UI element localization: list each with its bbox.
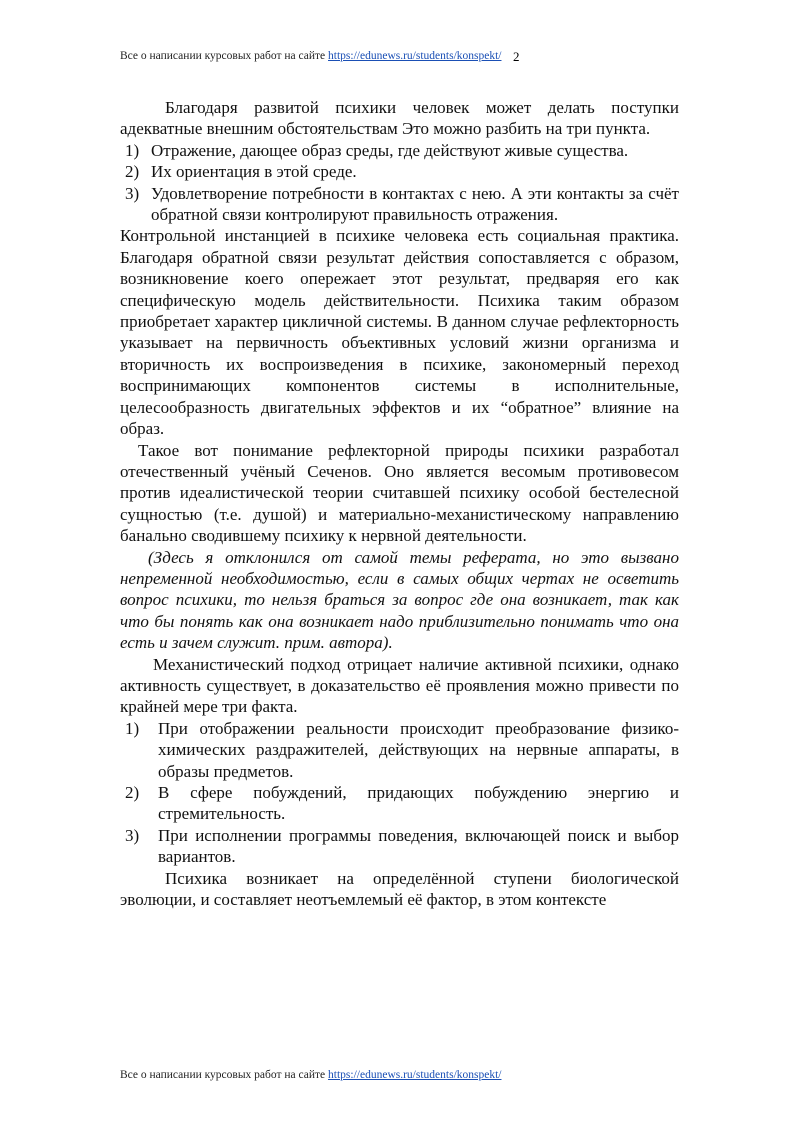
list-number: 2) [125, 783, 140, 802]
footer-text: Все о написании курсовых работ на сайте [120, 1069, 329, 1081]
list-item [120, 140, 679, 161]
list-item-text: Отражение, дающее образ среды, где действуют живые существа. [151, 140, 629, 160]
list-number: 1) [125, 718, 140, 738]
list-item-text: В сфере побуждений, придающих побуждению энергию и стремительность. [158, 783, 679, 824]
list-item-text: При исполнении программы поведения, включающей поиск и выбор вариантов. [158, 825, 679, 867]
list-item [120, 718, 679, 782]
paragraph-control: Контрольной инстанцией в психике человека есть социальная практика. Благодаря обратной связи результат действия сопоставляется с образом, возникновение коего опережает этот результат, предваряя его как специфическую модель действительности. Психика таким образом приобретает характер цикличной системы. В данном случае рефлекторность указывает на первичность объективных условий жизни организма и вторичность их воспроизведения в психике, закономерный переход воспринимающих компонентов системы в исполнительные, целесообразность двигательных эффектов и их “обратное” влияние на образ. [120, 226, 679, 439]
paragraph-intro: Благодаря развитой психики человек может делать поступки адекватные внешним обстоятельствам Это можно разбить на три пункта. [120, 98, 679, 139]
list-item [120, 825, 679, 868]
document-body [120, 97, 679, 910]
list-number: 2) [125, 162, 140, 182]
paragraph-evolution: Психика возникает на определённой ступени биологической эволюции, и составляет неотъемлемый её фактор, в этом контексте [120, 868, 679, 910]
list-item [120, 183, 679, 226]
list-number: 1) [125, 140, 140, 160]
header-text: Все о написании курсовых работ на сайте [120, 50, 329, 62]
list-number: 3) [125, 825, 140, 845]
paragraph-mechanistic: Механистический подход отрицает наличие активной психики, однако активность существует, в доказательство её проявления можно привести по крайней мере три факта. [120, 654, 679, 717]
list-item [120, 782, 679, 825]
header-link[interactable]: https://edunews.ru/students/konspekt/ [328, 50, 502, 62]
list-item-text: Их ориентация в этой среде. [151, 162, 357, 182]
page-footer [120, 1069, 501, 1081]
paragraph-sechenov: Такое вот понимание рефлекторной природы психики разработал отечественный учёный Сеченов. Оно является весомым противовесом против идеалистической теории считавшей психику особой бестелесной сущностью (т.е. душой) и материально-механистическому направлению банально сводившему психику к нервной деятельности. [120, 440, 679, 546]
page-number: 2 [513, 49, 520, 64]
page-header [120, 49, 520, 64]
list-item-text: При отображении реальности происходит преобразование физико-химических раздражителей, действующих на нервные аппараты, в образы предметов. [158, 718, 679, 781]
reflection-list [120, 140, 679, 226]
paragraph-author-note: (Здесь я отклонился от самой темы реферата, но это вызвано непременной необходимостью, если в самых общих чертах не осветить вопрос психики, то нельзя браться за вопрос где она возникает, так как что бы понять как она возникает надо приблизительно понимать что она есть и зачем служит. прим. автора). [120, 547, 679, 653]
list-number: 3) [125, 183, 140, 203]
activity-facts-list [120, 718, 679, 868]
list-item-text: Удовлетворение потребности в контактах с нею. А эти контакты за счёт обратной связи контролируют правильность отражения. [151, 183, 679, 225]
footer-link[interactable]: https://edunews.ru/students/konspekt/ [328, 1069, 502, 1081]
list-item [120, 161, 679, 182]
